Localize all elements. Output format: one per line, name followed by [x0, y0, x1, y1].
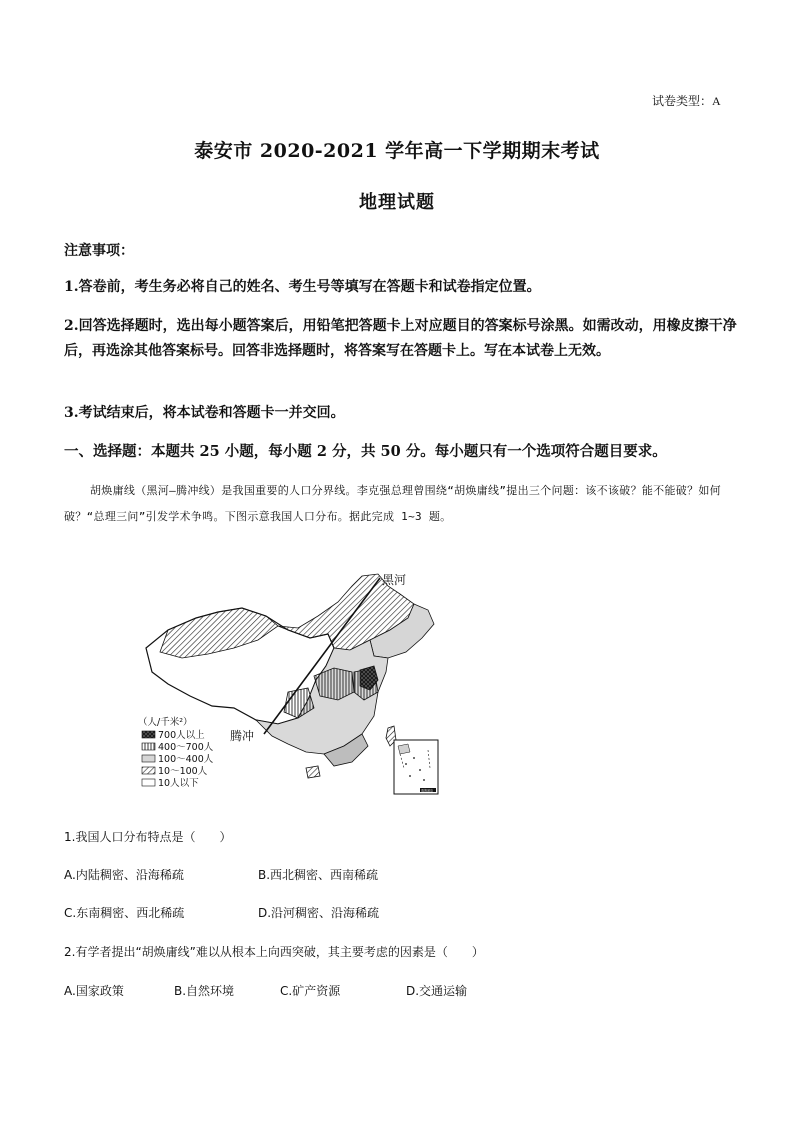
notice-heading: 注意事项： — [64, 243, 134, 259]
question-2-option-d: D.交通运输 — [406, 984, 468, 998]
legend-item-2: 400～700人 — [158, 742, 214, 753]
exam-subject: 地理试题 — [359, 192, 435, 213]
paper-type-label: 试卷类型：A — [652, 94, 721, 108]
legend-item-4: 10～100人 — [158, 766, 208, 777]
question-2-option-a: A.国家政策 — [64, 984, 124, 998]
legend-item-5: 10人以下 — [158, 778, 199, 789]
question-1-option-a: A.内陆稠密、沿海稀疏 — [64, 868, 184, 882]
notice-item-1: 1.答卷前，考生务必将自己的姓名、考生号等填写在答题卡和试卷指定位置。 — [64, 279, 541, 295]
label-heihe: 黑河 — [382, 573, 407, 587]
notice-item-3: 3.考试结束后，将本试卷和答题卡一并交回。 — [64, 405, 345, 421]
legend-item-3: 100～400人 — [158, 754, 214, 765]
exam-title: 泰安市 2020-2021 学年高一下学期期末考试 — [194, 140, 600, 162]
map-island-hainan — [306, 766, 320, 778]
question-stem-material: 胡焕庸线（黑河—腾冲线）是我国重要的人口分界线。李克强总理曾围绕“胡焕庸线”提出三个问题：该不该破？能不能破？如何破？“总理三问”引发学术争鸣。下图示意我国人口分布。据此完成 1~3 题。 — [64, 484, 721, 523]
map-legend — [138, 716, 214, 789]
legend-item-1: 700人以上 — [158, 730, 205, 741]
question-1-stem: 1.我国人口分布特点是（ ） — [64, 830, 232, 844]
legend-title: （人/千米²） — [138, 717, 193, 728]
question-2-option-b: B.自然环境 — [174, 984, 235, 998]
china-population-map — [138, 568, 443, 796]
question-1-option-c: C.东南稠密、西北稀疏 — [64, 906, 185, 920]
section-heading: 一、选择题：本题共 25 小题，每小题 2 分，共 50 分。每小题只有一个选项符合题目要求。 — [64, 443, 667, 460]
notice-item-2: 2.回答选择题时，选出每小题答案后，用铅笔把答题卡上对应题目的答案标号涂黑。如需改动，用橡皮擦干净后，再选涂其他答案标号。回答非选择题时，将答案写在答题卡上。写在本试卷上无效。 — [64, 318, 737, 359]
question-1-option-b: B.西北稠密、西南稀疏 — [258, 868, 379, 882]
question-1-option-d: D.沿河稠密、沿海稀疏 — [258, 906, 380, 920]
question-2-option-c: C.矿产资源 — [280, 984, 341, 998]
label-tengchong: 腾冲 — [230, 729, 255, 743]
inset-label: 南海诸岛 — [421, 788, 434, 793]
question-2-stem: 2.有学者提出“胡焕庸线”难以从根本上向西突破，其主要考虑的因素是（ ） — [64, 945, 484, 959]
map-inset-south-sea — [394, 740, 438, 794]
